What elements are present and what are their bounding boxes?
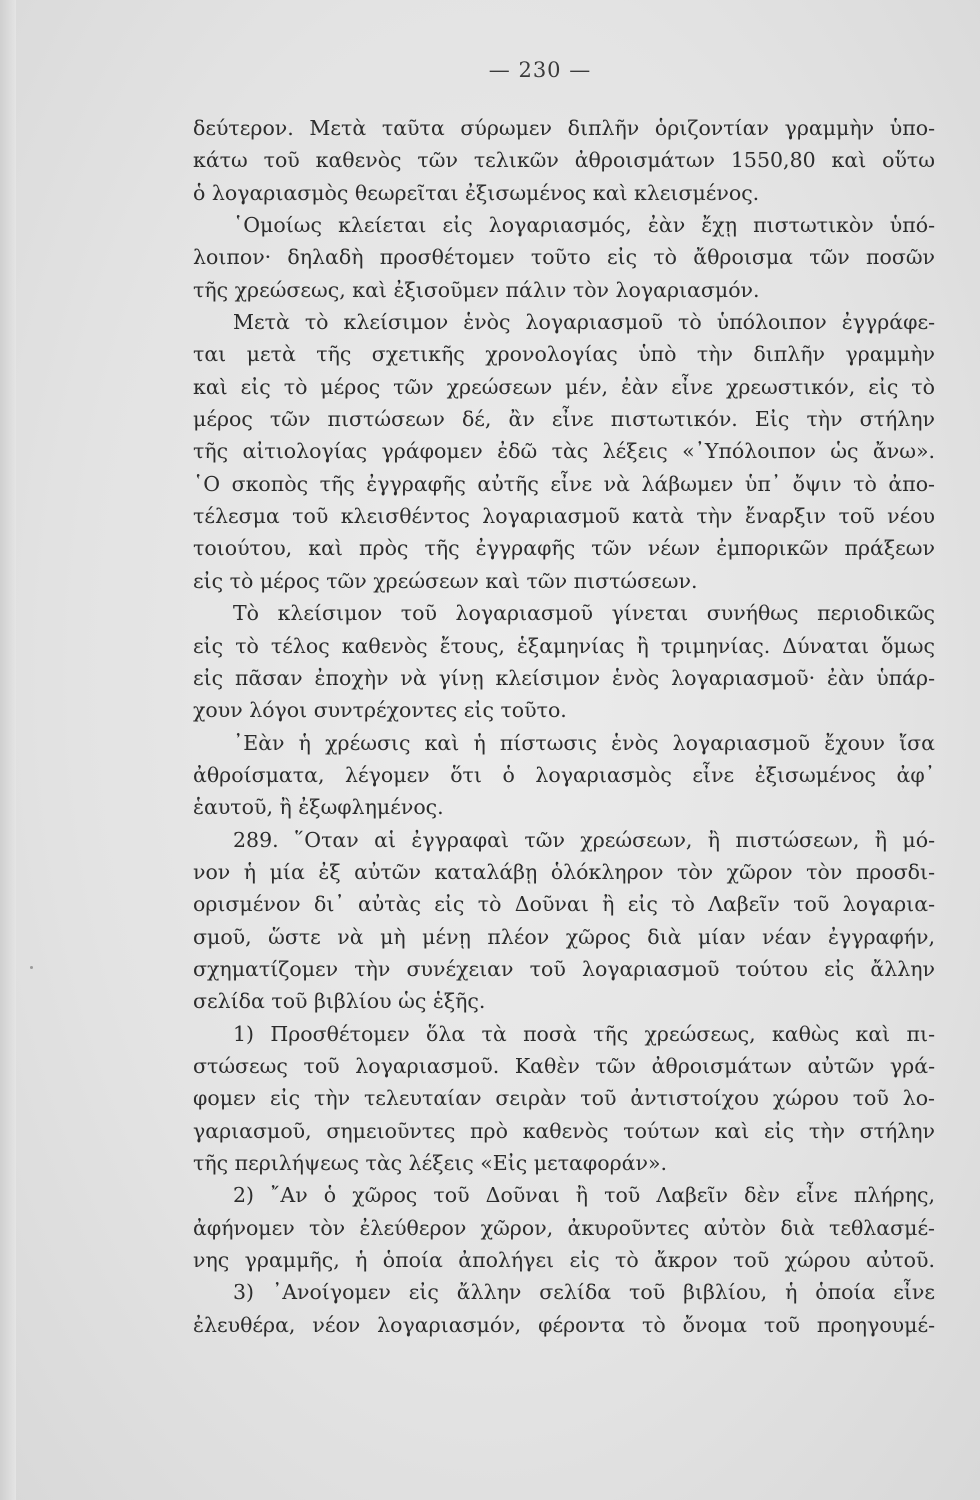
text-line: ἀφήνομεν τὸν ἐλεύθερον χῶρον, ἀκυροῦντες αὐτὸν διὰ τεθλασμέ- [193, 1215, 935, 1240]
text-line: τέλεσμα τοῦ κλεισθέντος λογαριασμοῦ κατὰ τὴν ἔναρξιν τοῦ νέου [193, 504, 935, 529]
page-binding-edge [0, 0, 16, 1500]
text-line: ορισμένον δι᾿ αὐτὰς εἰς τὸ Δοῦναι ἢ εἰς τὸ Λαβεῖν τοῦ λογαρια- [193, 892, 935, 917]
text-line: ται μετὰ τῆς σχετικῆς χρονολογίας ὑπὸ τὴν διπλῆν γραμμὴν [193, 342, 935, 367]
text-line: ὁ λογαριασμὸς θεωρεῖται ἐξισωμένος καὶ κλεισμένος. [193, 180, 760, 205]
text-line: ῾Ο σκοπὸς τῆς ἐγγραφῆς αὐτῆς εἶνε νὰ λάβωμεν ὑπ᾿ ὄψιν τὸ ἀπο- [193, 471, 935, 496]
text-line: τῆς περιλήψεως τὰς λέξεις «Εἰς μεταφοράν». [193, 1151, 668, 1175]
text-line: καὶ εἰς τὸ μέρος τῶν χρεώσεων μέν, ἐὰν εἶνε χρεωστικόν, εἰς τὸ [193, 374, 935, 399]
text-line: φομεν εἰς τὴν τελευταίαν σειρὰν τοῦ ἀντιστοίχου χώρου τοῦ λο- [193, 1086, 935, 1111]
text-line: σμοῦ, ὥστε νὰ μὴ μένῃ πλέον χῶρος διὰ μίαν νέαν ἐγγραφήν, [193, 924, 935, 949]
section-289-line: 289. ῞Οταν αἱ ἐγγραφαὶ τῶν χρεώσεων, ἢ πιστώσεων, ἢ μό- [233, 827, 935, 852]
text-line: μέρος τῶν πιστώσεων δέ, ἂν εἶνε πιστωτικόν. Εἰς τὴν στήλην [193, 407, 935, 432]
text-line: νης γραμμῆς, ἡ ὁποία ἀπολήγει εἰς τὸ ἄκρον τοῦ χώρου αὐτοῦ. [193, 1248, 935, 1273]
text-line: νον ἡ μία ἐξ αὐτῶν καταλάβῃ ὁλόκληρον τὸν χῶρον τὸν προσδι- [193, 859, 935, 884]
text-line: στώσεως τοῦ λογαριασμοῦ. Καθὲν τῶν ἀθροισμάτων αὐτῶν γρά- [193, 1053, 935, 1078]
text-line: κάτω τοῦ καθενὸς τῶν τελικῶν ἀθροισμάτων 1550,80 καὶ οὕτω [193, 148, 935, 173]
text-line: λοιπον· δηλαδὴ προσθέτομεν τοῦτο εἰς τὸ ἄθροισμα τῶν ποσῶν [193, 245, 935, 270]
text-line: σελίδα τοῦ βιβλίου ὡς ἑξῆς. [193, 989, 486, 1014]
text-line: ᾿Εὰν ἡ χρέωσις καὶ ἡ πίστωσις ἑνὸς λογαριασμοῦ ἔχουν ἴσα [233, 730, 935, 755]
text-line: σχηματίζομεν τὴν συνέχειαν τοῦ λογαριασμοῦ τούτου εἰς ἄλλην [193, 956, 935, 981]
list-item-1-line: 1) Προσθέτομεν ὅλα τὰ ποσὰ τῆς χρεώσεως, καθὼς καὶ πι- [233, 1021, 935, 1046]
text-line: τῆς χρεώσεως, καὶ ἐξισοῦμεν πάλιν τὸν λογαριασμόν. [193, 277, 760, 302]
text-line: ἐλευθέρα, νέον λογαριασμόν, φέροντα τὸ ὄνομα τοῦ προηγουμέ- [193, 1312, 935, 1337]
page-speck [30, 966, 33, 969]
text-line: εἰς τὸ μέρος τῶν χρεώσεων καὶ τῶν πιστώσεων. [193, 568, 698, 593]
text-line: εἰς τὸ τέλος καθενὸς ἔτους, ἑξαμηνίας ἢ τριμηνίας. Δύναται ὅμως [193, 633, 935, 658]
text-line: τῆς αἰτιολογίας γράφομεν ἐδῶ τὰς λέξεις «᾿Υπόλοιπον ὡς ἄνω». [193, 439, 935, 464]
text-line: χουν λόγοι συντρέχοντες εἰς τοῦτο. [193, 698, 567, 723]
list-item-3-line: 3) ᾿Ανοίγομεν εἰς ἄλλην σελίδα τοῦ βιβλίου, ἡ ὁποία εἶνε [233, 1280, 935, 1305]
text-line: ἑαυτοῦ, ἢ ἐξωφλημένος. [193, 795, 444, 820]
text-line: τοιούτου, καὶ πρὸς τῆς ἐγγραφῆς τῶν νέων ἐμπορικῶν πράξεων [193, 536, 935, 561]
text-line: ἀθροίσματα, λέγομεν ὅτι ὁ λογαριασμὸς εἶνε ἐξισωμένος ἀφ᾿ [193, 762, 935, 787]
text-line: γαριασμοῦ, σημειοῦντες πρὸ καθενὸς τούτων καὶ εἰς τὴν στήλην [193, 1118, 935, 1143]
body-text [193, 112, 935, 1341]
text-line: ῾Ομοίως κλείεται εἰς λογαριασμός, ἐὰν ἔχῃ πιστωτικὸν ὑπό- [233, 213, 935, 238]
text-line: Μετὰ τὸ κλείσιμον ἑνὸς λογαριασμοῦ τὸ ὑπόλοιπον ἐγγράφε- [233, 310, 935, 335]
page-number: — 230 — [488, 58, 592, 82]
text-line: Τὸ κλείσιμον τοῦ λογαριασμοῦ γίνεται συνήθως περιοδικῶς [233, 601, 935, 626]
list-item-2-line: 2) ῎Αν ὁ χῶρος τοῦ Δοῦναι ἢ τοῦ Λαβεῖν δὲν εἶνε πλήρης, [233, 1183, 935, 1208]
text-line: δεύτερον. Μετὰ ταῦτα σύρωμεν διπλῆν ὁριζοντίαν γραμμὴν ὑπο- [193, 116, 935, 140]
text-line: εἰς πᾶσαν ἐποχὴν νὰ γίνῃ κλείσιμον ἑνὸς λογαριασμοῦ· ἐὰν ὑπάρ- [193, 665, 935, 690]
